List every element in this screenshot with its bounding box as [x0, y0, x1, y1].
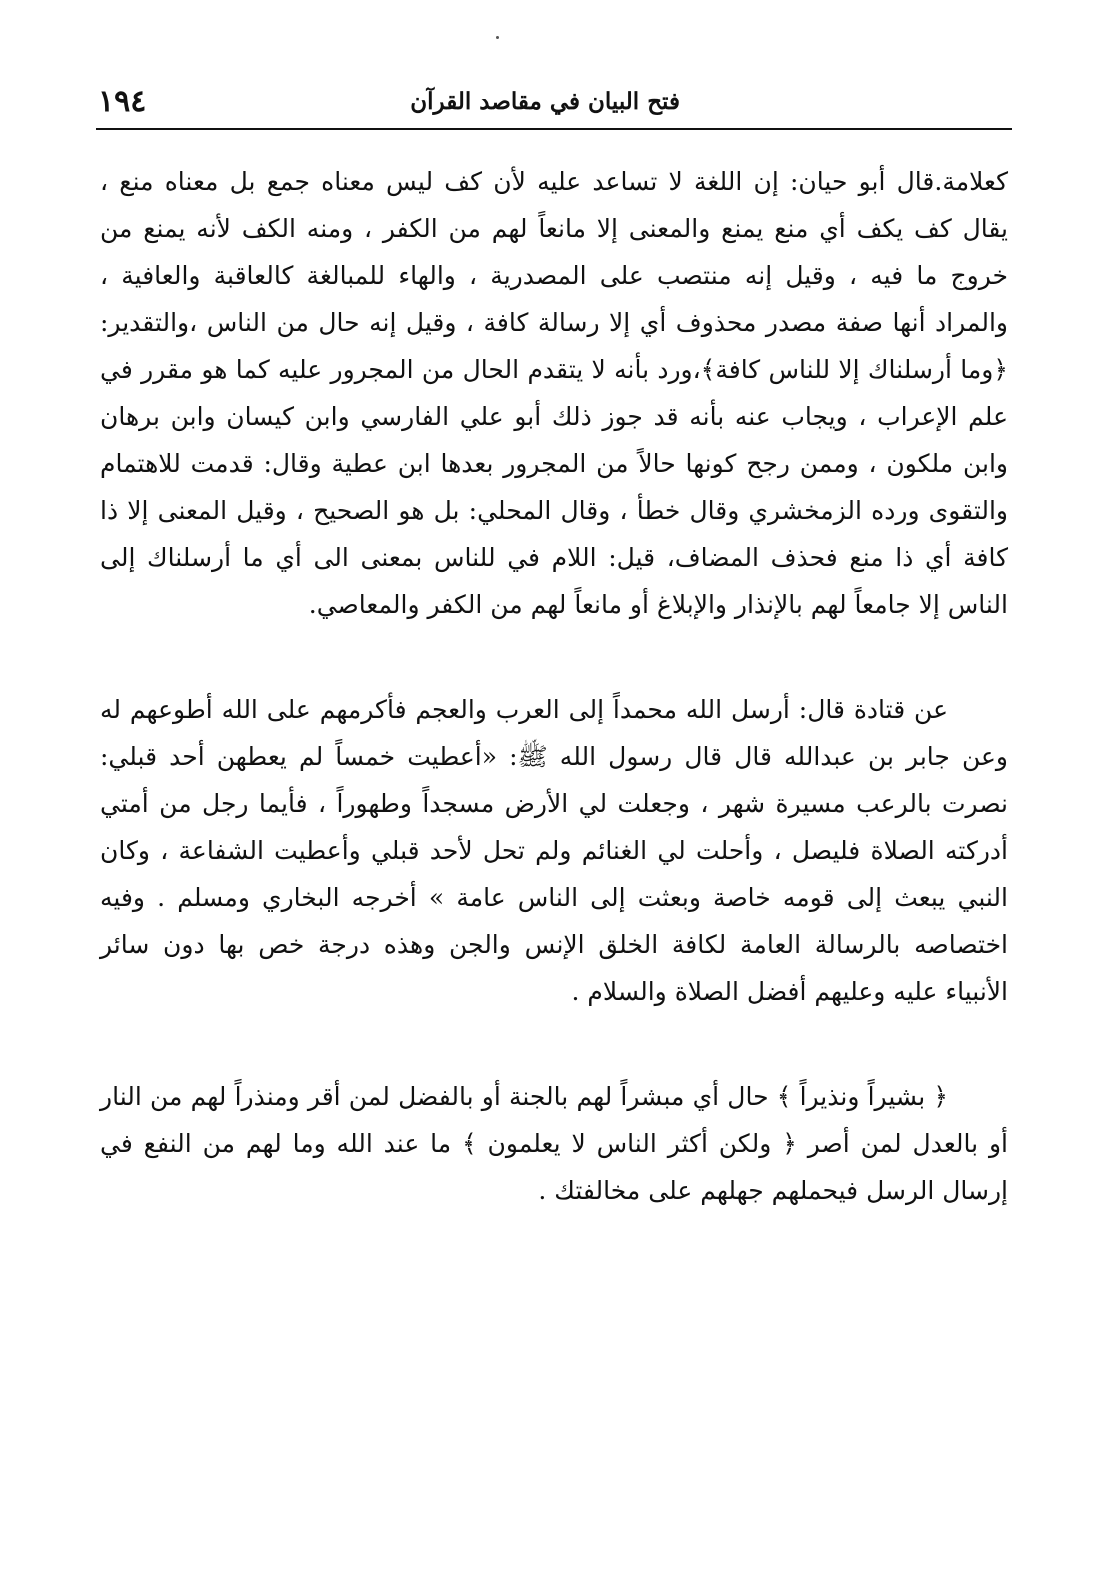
book-title: فتح البيان في مقاصد القرآن	[410, 88, 680, 115]
header-rule	[96, 128, 1012, 130]
page-body	[100, 158, 1008, 1214]
paragraph-1: كعلامة.قال أبو حيان: إن اللغة لا تساعد عليه لأن كف ليس معناه جمع بل معناه منع ، يقال كف يكف أي منع يمنع والمعنى إلا مانعاً لهم من الكفر ، ومنه الكف لأنه يمنع من خروج ما فيه ، وقيل إنه منتصب على المصدرية ، والهاء للمبالغة كالعاقبة والعافية ، والمراد أنها صفة مصدر محذوف أي إلا رسالة كافة ، وقيل إنه حال من الناس ،والتقدير:﴿وما أرسلناك إلا للناس كافة﴾،ورد بأنه لا يتقدم الحال من المجرور عليه كما هو مقرر في علم الإعراب ، ويجاب عنه بأنه قد جوز ذلك أبو علي الفارسي وابن كيسان وابن برهان وابن ملكون ، وممن رجح كونها حالاً من المجرور بعدها ابن عطية وقال: قدمت للاهتمام والتقوى ورده الزمخشري وقال خطأ ، وقال المحلي: بل هو الصحيح ، وقيل المعنى إلا ذا كافة أي ذا منع فحذف المضاف، قيل: اللام في للناس بمعنى الى أي ما أرسلناك إلى الناس إلا جامعاً لهم بالإنذار والإبلاغ أو مانعاً لهم من الكفر والمعاصي.	[100, 167, 1008, 619]
page-header	[98, 82, 1010, 128]
scan-speck	[496, 36, 499, 39]
page-number: ١٩٤	[98, 84, 147, 119]
paragraph-3: ﴿ بشيراً ونذيراً ﴾ حال أي مبشراً لهم بالجنة أو بالفضل لمن أقر ومنذراً لهم من النار أو بالعدل لمن أصر ﴿ ولكن أكثر الناس لا يعلمون ﴾ ما عند الله وما لهم من النفع في إرسال الرسل فيحملهم جهلهم على مخالفتك .	[100, 1082, 1008, 1205]
paragraph-gap	[100, 1015, 1008, 1073]
paragraph-gap	[100, 628, 1008, 686]
paragraph-2: عن قتادة قال: أرسل الله محمداً إلى العرب والعجم فأكرمهم على الله أطوعهم له وعن جابر بن عبدالله قال قال رسول الله ﷺ: «أعطيت خمساً لم يعطهن أحد قبلي: نصرت بالرعب مسيرة شهر ، وجعلت لي الأرض مسجداً وطهوراً ، فأيما رجل من أمتي أدركته الصلاة فليصل ، وأحلت لي الغنائم ولم تحل لأحد قبلي وأعطيت الشفاعة ، وكان النبي يبعث إلى قومه خاصة وبعثت إلى الناس عامة » أخرجه البخاري ومسلم . وفيه اختصاصه بالرسالة العامة لكافة الخلق الإنس والجن وهذه درجة خص بها دون سائر الأنبياء عليه وعليهم أفضل الصلاة والسلام .	[100, 695, 1009, 1006]
